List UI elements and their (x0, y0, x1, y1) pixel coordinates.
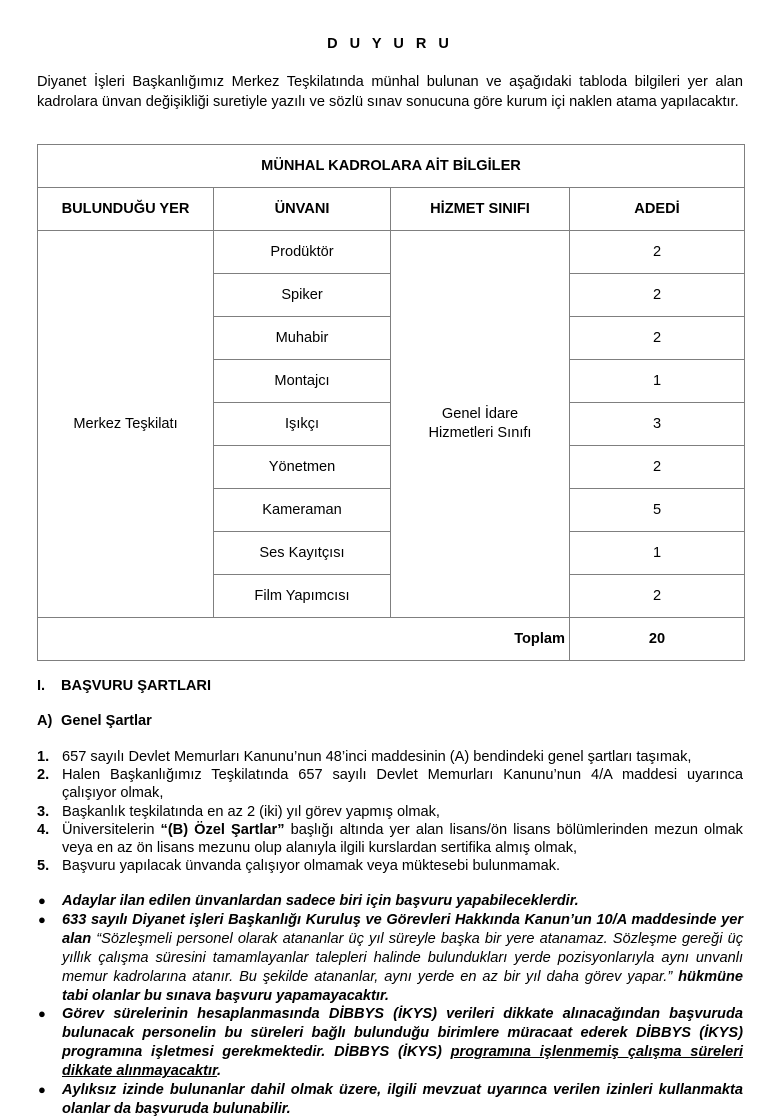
service-class-text: Genel İdare Hizmetleri Sınıfı (428, 406, 532, 441)
location-cell: Merkez Teşkilatı (38, 231, 214, 618)
header-service-class: HİZMET SINIFI (391, 188, 570, 231)
list-item: 4. Üniversitelerin “(B) Özel Şartlar” başlığı altında yer alan lisans/ön lisans bölümlerinden mezun olmak veya en az ön lisans mezunu olup alanıyla ilgili kurslardan sertifika almış olmak, (37, 821, 743, 857)
list-item (37, 911, 743, 1006)
title-cell: Işıkçı (214, 403, 391, 446)
note-text: 633 sayılı Diyanet işleri Başkanlığı Kuruluş ve Görevleri Hakkında Kanun’un 10/A maddesinde yer alan “Sözleşmeli personel olarak atananlar üç yıl süreyle başka bir yere atanamaz. Sözleşme gereği üç yıllık çalışma süresini tamamlayanlar talepleri halinde bulundukları yerde pozisyonlarıyla aynı unvanlı memur kadrolarına atanır. Bu şekilde atananlar, aynı yerde en az bir yıl daha görev yapar.” hükmüne tabi olanlar bu sınava başvuru yapamayacaktır. (62, 911, 744, 1004)
list-item: 3. Başkanlık teşkilatında en az 2 (iki) yıl görev yapmış olmak, (37, 803, 440, 820)
note-text: Görev sürelerinin hesaplanmasında DİBBYS (İKYS) verileri dikkate alınacağından başvuruda bulunacak personelin bu süreleri bağlı bulunduğu birimlere müracaat ederek DİBBYS (İKYS) programına işletmesi gerekmektedir. DİBBYS (İKYS) programına işlenmemiş çalışma süreleri dikkate alınmayacaktır. (62, 1006, 743, 1080)
title-cell: Muhabir (214, 317, 391, 360)
note-text: Adaylar ilan edilen ünvanlardan sadece biri için başvuru yapabileceklerdir. (62, 893, 579, 909)
title-cell: Yönetmen (214, 446, 391, 489)
list-item (37, 892, 743, 911)
title-cell: Film Yapımcısı (214, 575, 391, 618)
condition-text: Üniversitelerin “(B) Özel Şartlar” başlığı altında yer alan lisans/ön lisans bölümlerinden mezun olmak veya en az ön lisans mezunu olup alanıyla ilgili kurslardan sertifika almış olmak, (62, 821, 743, 857)
count-cell: 1 (570, 360, 745, 403)
total-label: Toplam (38, 618, 570, 661)
count-cell: 2 (570, 231, 745, 274)
bullet-icon: ● (38, 911, 46, 927)
count-cell: 2 (570, 317, 745, 360)
title-cell: Ses Kayıtçısı (214, 532, 391, 575)
list-item: 2. Halen Başkanlığımız Teşkilatında 657 sayılı Devlet Memurları Kanunu’nun 4/A maddesi uyarınca çalışıyor olmak, (37, 767, 743, 802)
condition-text: Başvuru yapılacak ünvanda çalışıyor olmamak veya müktesebi bulunmamak. (62, 858, 561, 875)
total-row (38, 618, 745, 661)
section-number: I. (37, 678, 46, 694)
count-cell: 2 (570, 575, 745, 618)
list-item (37, 1005, 743, 1081)
table-row (38, 231, 745, 274)
section-number: A) (37, 713, 53, 729)
bullet-icon: ● (38, 1006, 46, 1022)
list-item (37, 1081, 743, 1119)
section-label: BAŞVURU ŞARTLARI (61, 678, 211, 694)
header-count: ADEDİ (570, 188, 745, 231)
section-label: Genel Şartlar (61, 713, 152, 729)
header-location: BULUNDUĞU YER (38, 188, 214, 231)
title-cell: Kameraman (214, 489, 391, 532)
condition-text: Halen Başkanlığımız Teşkilatında 657 sayılı Devlet Memurları Kanunu’nun 4/A maddesi uyarınca çalışıyor olmak, (62, 767, 743, 802)
section-heading-general-requirements (37, 713, 152, 729)
count-cell: 5 (570, 489, 745, 532)
total-value: 20 (570, 618, 745, 661)
list-item: 5. Başvuru yapılacak ünvanda çalışıyor olmamak veya müktesebi bulunmamak. (37, 858, 561, 875)
count-cell: 3 (570, 403, 745, 446)
bullet-icon: ● (38, 1082, 46, 1098)
count-cell: 2 (570, 274, 745, 317)
title-cell: Montajcı (214, 360, 391, 403)
section-heading-application-requirements (37, 678, 211, 694)
general-conditions-list (37, 748, 743, 875)
intro-paragraph: Diyanet İşleri Başkanlığımız Merkez Teşkilatında münhal bulunan ve aşağıdaki tabloda bilgileri yer alan kadrolara ünvan değişikliği suretiyle yazılı ve sözlü sınav sonucuna göre kurum içi naklen atama yapılacaktır. (37, 74, 743, 110)
condition-text: 657 sayılı Devlet Memurları Kanunu’nun 48’inci maddesinin (A) bendindeki genel şartları taşımak, (62, 749, 692, 765)
note-text: Aylıksız izinde bulunanlar dahil olmak üzere, ilgili mevzuat uyarınca verilen izinleri kullanmakta olanlar da başvuruda bulunabilir. (62, 1082, 743, 1117)
count-cell: 2 (570, 446, 745, 489)
list-item: 1. 657 sayılı Devlet Memurları Kanunu’nun 48’inci maddesinin (A) bendindeki genel şartları taşımak, (37, 749, 692, 765)
header-title: ÜNVANI (214, 188, 391, 231)
notes-list (37, 892, 743, 1119)
count-cell: 1 (570, 532, 745, 575)
vacancy-table (37, 144, 745, 661)
title-cell: Prodüktör (214, 231, 391, 274)
condition-text: Başkanlık teşkilatında en az 2 (iki) yıl görev yapmış olmak, (62, 803, 440, 820)
page-title: D U Y U R U (327, 36, 453, 52)
table-caption: MÜNHAL KADROLARA AİT BİLGİLER (38, 145, 745, 188)
service-class-cell (391, 231, 570, 618)
title-cell: Spiker (214, 274, 391, 317)
bullet-icon: ● (38, 893, 46, 908)
